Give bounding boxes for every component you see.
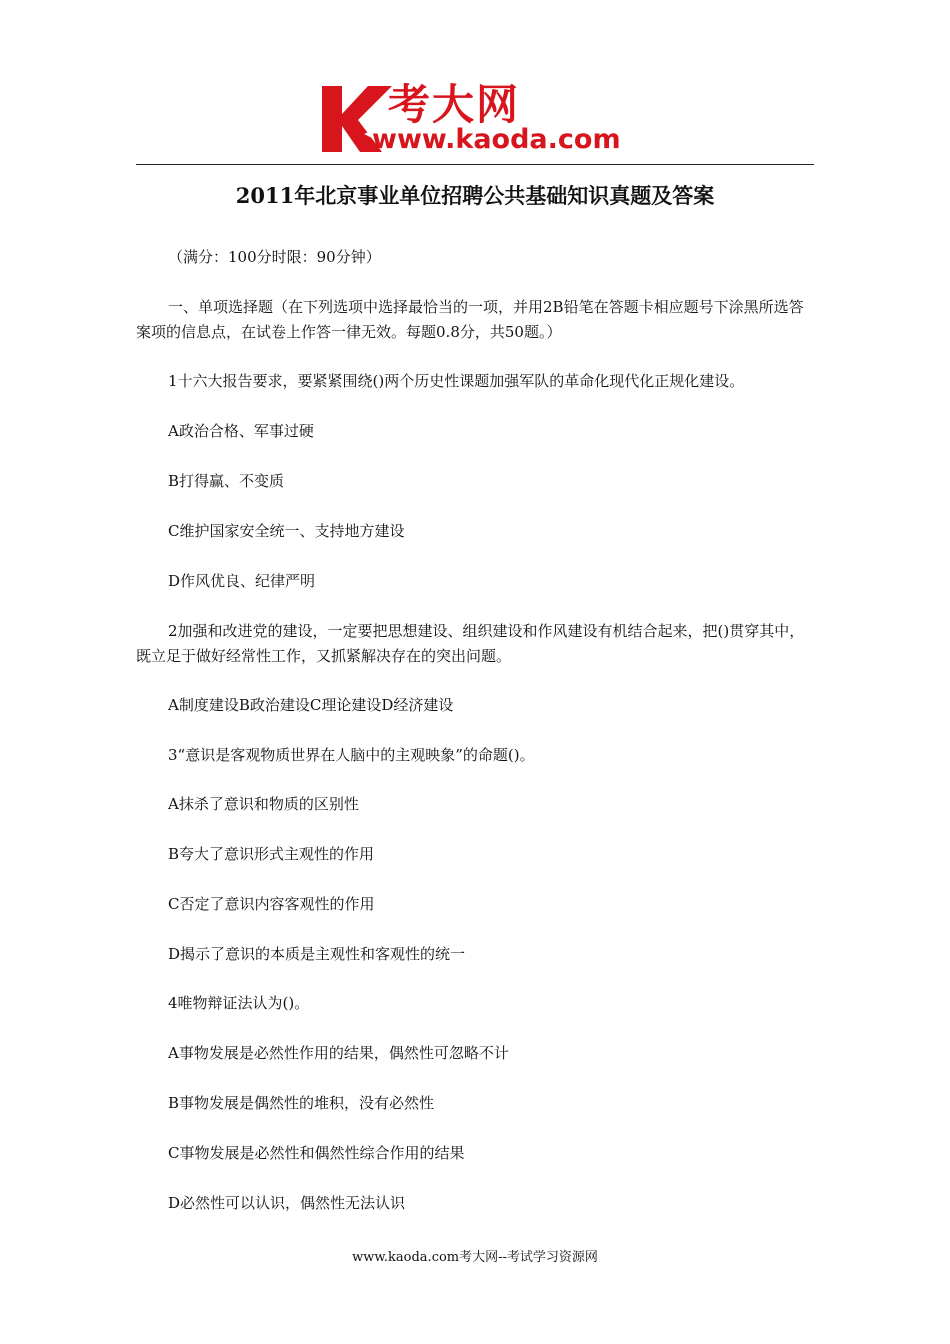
answer-option: C否定了意识内容客观性的作用 bbox=[168, 895, 375, 913]
header-divider bbox=[136, 164, 814, 165]
page-footer: www.kaoda.com考大网--考试学习资源网 bbox=[352, 1250, 598, 1265]
question-stem: 4唯物辩证法认为()。 bbox=[168, 994, 310, 1012]
answer-option: B打得赢、不变质 bbox=[168, 472, 285, 490]
kaoda-logo bbox=[318, 76, 638, 158]
answer-option: D揭示了意识的本质是主观性和客观性的统一 bbox=[168, 945, 466, 963]
logo-chinese-text: 考大网 bbox=[388, 80, 521, 129]
logo-url-text: www.kaoda.com bbox=[372, 124, 621, 155]
answer-option: D作风优良、纪律严明 bbox=[168, 572, 316, 590]
question-stem: 3“意识是客观物质世界在人脑中的主观映象”的命题()。 bbox=[168, 746, 535, 764]
question-stem: 1十六大报告要求，要紧紧围绕()两个历史性课题加强军队的革命化现代化正规化建设。 bbox=[168, 372, 745, 390]
answer-option: C维护国家安全统一、支持地方建设 bbox=[168, 522, 405, 540]
document-title: 2011年北京事业单位招聘公共基础知识真题及答案 bbox=[235, 183, 715, 208]
answer-option: D必然性可以认识，偶然性无法认识 bbox=[168, 1194, 406, 1212]
section-intro: 一、单项选择题（在下列选项中选择最恰当的一项，并用2B铅笔在答题卡相应题号下涂黑所选答案项的信息点，在试卷上作答一律无效。每题0.8分，共50题。） bbox=[136, 298, 804, 341]
answer-option: A事物发展是必然性作用的结果，偶然性可忽略不计 bbox=[168, 1044, 509, 1062]
question-stem: 2加强和改进党的建设，一定要把思想建设、组织建设和作风建设有机结合起来，把()贯穿其中，既立足于做好经常性工作，又抓紧解决存在的突出问题。 bbox=[136, 622, 805, 665]
answer-option: B事物发展是偶然性的堆积，没有必然性 bbox=[168, 1094, 435, 1112]
answer-option: A政治合格、军事过硬 bbox=[168, 422, 314, 440]
answer-option: A抹杀了意识和物质的区别性 bbox=[168, 795, 359, 813]
exam-info: （满分：100分时限：90分钟） bbox=[168, 248, 381, 266]
answer-option: B夸大了意识形式主观性的作用 bbox=[168, 845, 375, 863]
answer-option: C事物发展是必然性和偶然性综合作用的结果 bbox=[168, 1144, 465, 1162]
answer-options-inline: A制度建设B政治建设C理论建设D经济建设 bbox=[168, 696, 454, 714]
